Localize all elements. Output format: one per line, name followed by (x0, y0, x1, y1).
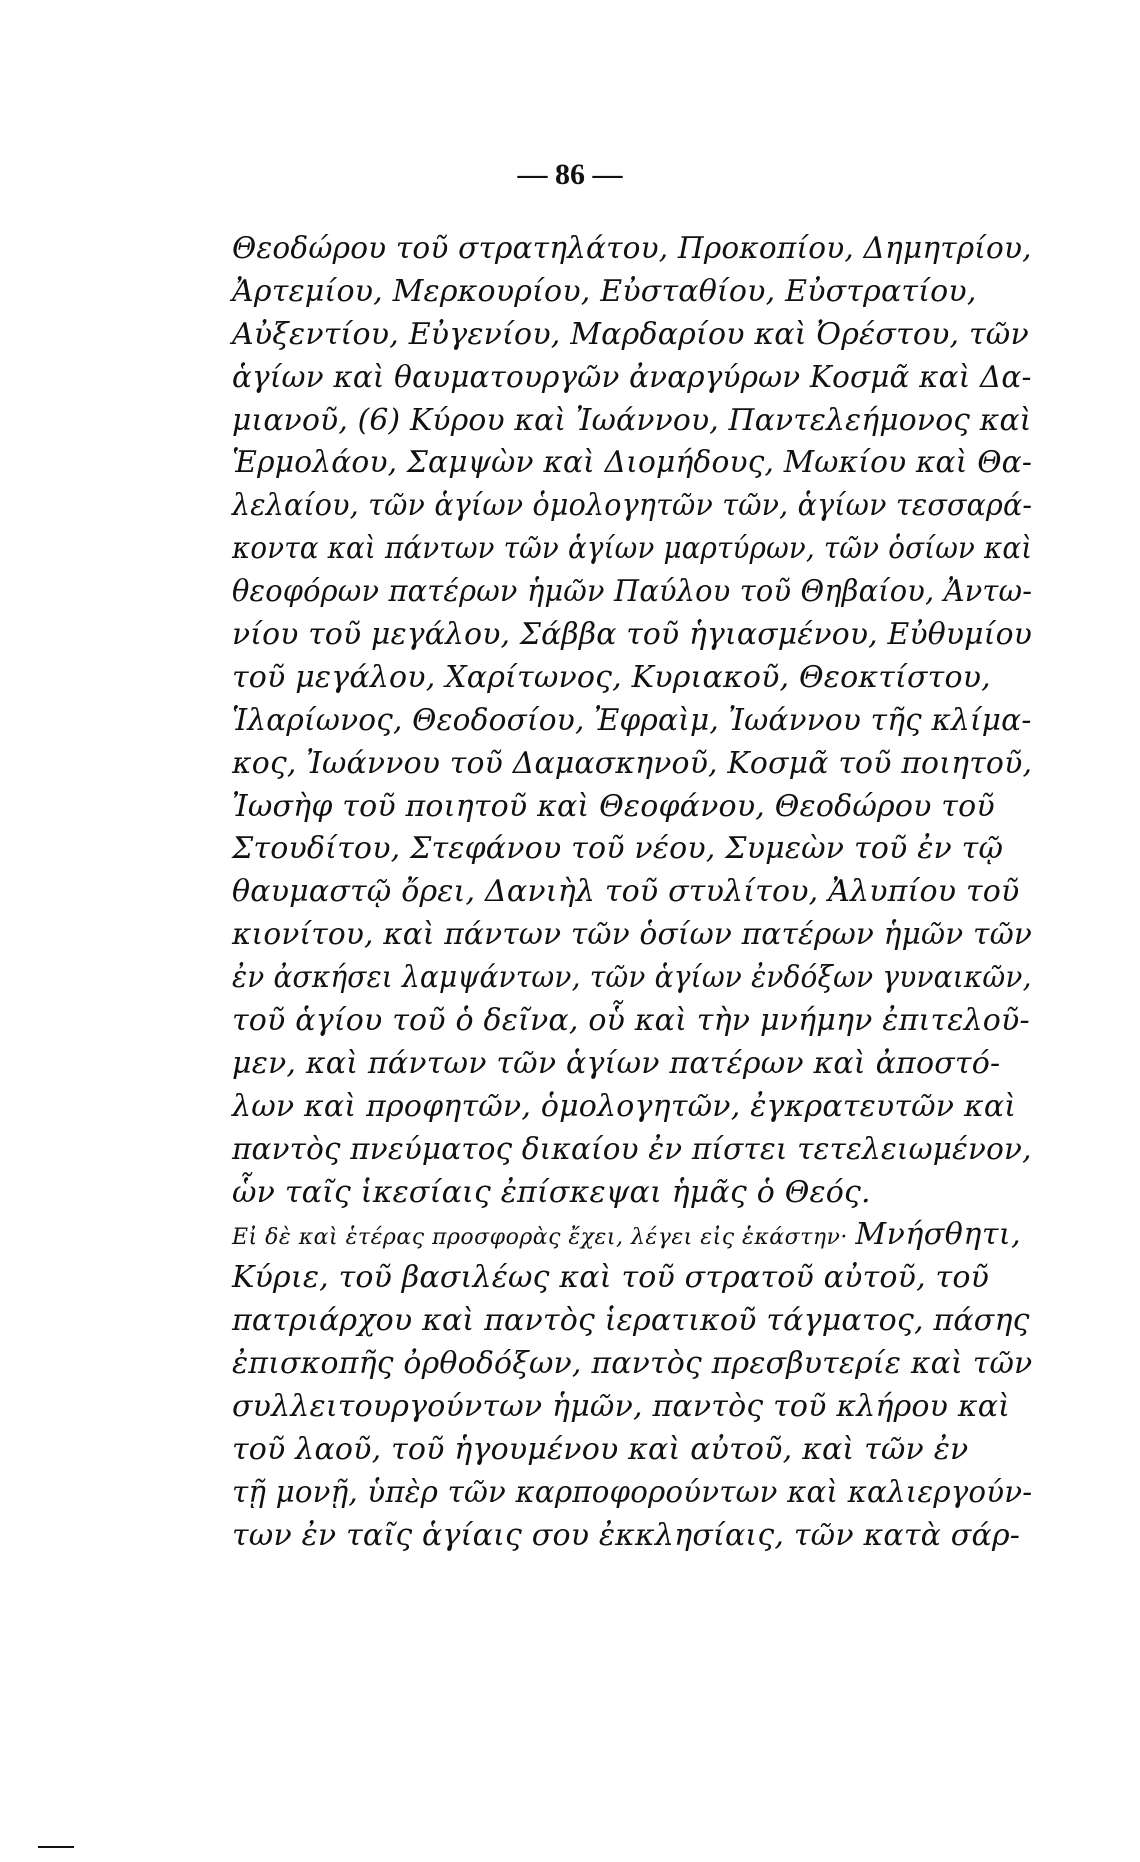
rubric-intro: Εἰ δὲ καὶ ἑτέρας προσφορὰς ἔχει, λέγει εἰς ἑκάστην· (232, 1225, 848, 1251)
text-line: λων καὶ προφητῶν, ὁμολογητῶν, ἐγκρατευτῶν καὶ (232, 1088, 1017, 1124)
text-line: τοῦ λαοῦ, τοῦ ἡγουμένου καὶ αὐτοῦ, καὶ τῶν ἐν (232, 1431, 969, 1467)
text-line: τῇ μονῇ, ὑπὲρ τῶν καρποφορούντων καὶ καλιεργούν- (232, 1474, 1033, 1510)
text-line: θεοφόρων πατέρων ἡμῶν Παύλου τοῦ Θηβαίου, Ἀντω- (232, 574, 1033, 610)
rubric-continuation: Μνήσθητι, (855, 1217, 1022, 1253)
text-line: Ἰωσὴφ τοῦ ποιητοῦ καὶ Θεοφάνου, Θεοδώρου τοῦ (232, 788, 995, 824)
text-line: Ἀρτεμίου, Μερκουρίου, Εὐσταθίου, Εὐστρατίου, (232, 273, 977, 309)
text-line: νίου τοῦ μεγάλου, Σάββα τοῦ ἡγιασμένου, Εὐθυμίου (232, 617, 1033, 653)
text-line: ἐπισκοπῆς ὀρθοδόξων, παντὸς πρεσβυτερίε καὶ τῶν (232, 1346, 1033, 1382)
scan-edge-mark (38, 1846, 74, 1848)
page-number: — 86 — (517, 158, 623, 191)
rubric-line (232, 1214, 1032, 1257)
text-line: Στουδίτου, Στεφάνου τοῦ νέου, Συμεὼν τοῦ ἐν τῷ (232, 831, 1004, 867)
text-line: λελαίου, τῶν ἁγίων ὁμολογητῶν τῶν, ἁγίων τεσσαρά- (232, 488, 1033, 524)
text-line: τοῦ μεγάλου, Χαρίτωνος, Κυριακοῦ, Θεοκτίστου, (232, 659, 991, 695)
text-line: θαυμαστῷ ὄρει, Δανιὴλ τοῦ στυλίτου, Ἀλυπίου τοῦ (232, 874, 1020, 910)
text-line: των ἐν ταῖς ἁγίαις σου ἐκκλησίαις, τῶν κατὰ σάρ- (232, 1517, 1021, 1553)
page-text (232, 228, 1032, 1558)
text-line: Ἱλαρίωνος, Θεοδοσίου, Ἐφραὶμ, Ἰωάννου τῆς κλίμα- (232, 702, 1032, 738)
text-line: κιονίτου, καὶ πάντων τῶν ὁσίων πατέρων ἡμῶν τῶν (232, 917, 1033, 953)
text-line: Ἑρμολάου, Σαμψὼν καὶ Διομήδους, Μωκίου καὶ Θα- (232, 445, 1033, 481)
text-line: Θεοδώρου τοῦ στρατηλάτου, Προκοπίου, Δημητρίου, (232, 231, 1032, 266)
text-line: μιανοῦ, (6) Κύρου καὶ Ἰωάννου, Παντελεήμονος καὶ (232, 402, 1032, 438)
text-line: ὧν ταῖς ἱκεσίαις ἐπίσκεψαι ἡμᾶς ὁ Θεός. (232, 1174, 871, 1210)
text-line: μεν, καὶ πάντων τῶν ἁγίων πατέρων καὶ ἀποστό- (232, 1045, 1001, 1081)
text-line: Αὐξεντίου, Εὐγενίου, Μαρδαρίου καὶ Ὀρέστου, τῶν (232, 316, 1029, 352)
text-line: κοντα καὶ πάντων τῶν ἁγίων μαρτύρων, τῶν ὁσίων καὶ (232, 531, 1033, 567)
text-line: συλλειτουργούντων ἡμῶν, παντὸς τοῦ κλήρου καὶ (232, 1389, 1011, 1425)
text-line: ἁγίων καὶ θαυματουργῶν ἀναργύρων Κοσμᾶ καὶ Δα- (232, 359, 1032, 395)
text-line: κος, Ἰωάννου τοῦ Δαμασκηνοῦ, Κοσμᾶ τοῦ ποιητοῦ, (232, 745, 1033, 781)
text-line: Κύριε, τοῦ βασιλέως καὶ τοῦ στρατοῦ αὐτοῦ, τοῦ (232, 1260, 990, 1296)
text-line: ἐν ἀσκήσει λαμψάντων, τῶν ἁγίων ἐνδόξων γυναικῶν, (232, 960, 1032, 996)
text-line: παντὸς πνεύματος δικαίου ἐν πίστει τετελειωμένον, (232, 1131, 1032, 1167)
text-line: τοῦ ἁγίου τοῦ ὁ δεῖνα, οὗ καὶ τὴν μνήμην ἐπιτελοῦ- (232, 1003, 1030, 1039)
text-line: πατριάρχου καὶ παντὸς ἱερατικοῦ τάγματος, πάσης (232, 1303, 1030, 1339)
